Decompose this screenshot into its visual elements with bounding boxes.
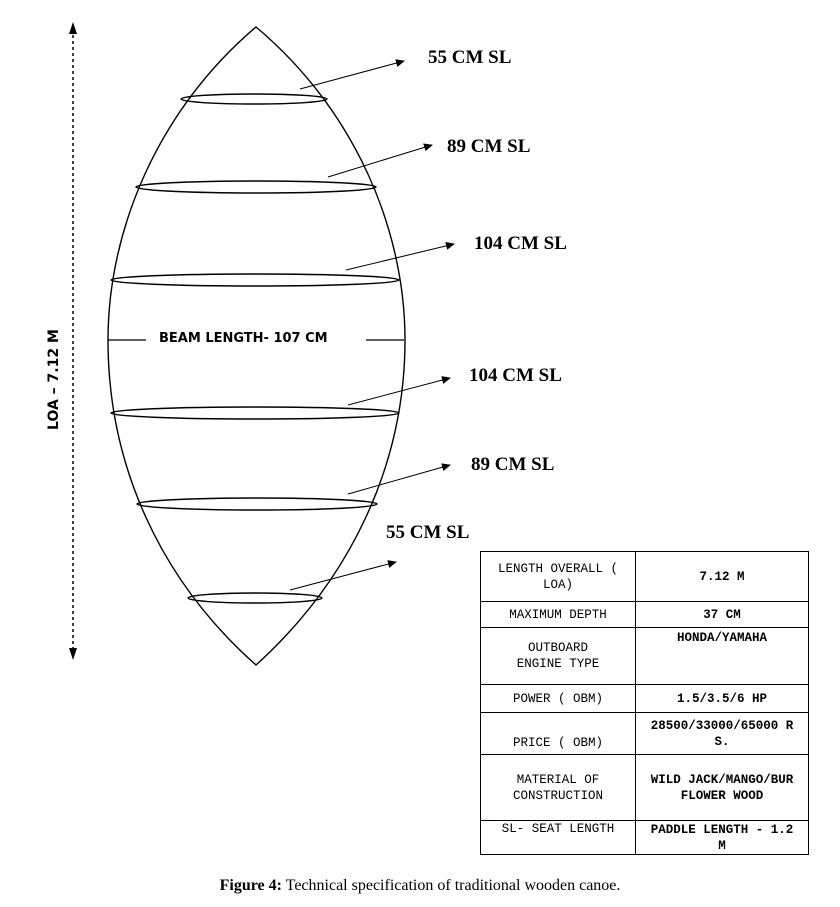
- table-row: [481, 552, 809, 602]
- spec-key: SL- SEAT LENGTH: [481, 821, 636, 855]
- table-row: [481, 755, 809, 821]
- spec-table: [480, 551, 809, 855]
- seat-4: [111, 365, 562, 419]
- seat-3: [111, 233, 567, 286]
- figure-number: Figure 4:: [219, 877, 282, 894]
- beam-length-label: BEAM LENGTH- 107 CM: [159, 331, 328, 346]
- loa-label: LOA – 7.12 M: [46, 329, 62, 430]
- seat-2-label: 89 CM SL: [447, 136, 531, 157]
- seat-6: [188, 522, 469, 603]
- seat-1: [181, 47, 511, 104]
- spec-value: 1.5/3.5/6 HP: [636, 685, 809, 713]
- spec-key: PRICE ( OBM): [481, 713, 636, 755]
- spec-key: OUTBOARD ENGINE TYPE: [481, 628, 636, 685]
- loa-arrow-top: [69, 22, 77, 34]
- spec-value: PADDLE LENGTH - 1.2 M: [636, 821, 809, 855]
- loa-arrow-bottom: [69, 648, 77, 660]
- seat-5: [137, 454, 554, 510]
- spec-value: 37 CM: [636, 602, 809, 628]
- table-row: [481, 628, 809, 685]
- spec-key: MAXIMUM DEPTH: [481, 602, 636, 628]
- seat-5-label: 89 CM SL: [471, 454, 555, 475]
- table-row: [481, 602, 809, 628]
- spec-key: POWER ( OBM): [481, 685, 636, 713]
- canoe-hull-outline: [108, 27, 405, 665]
- spec-key: MATERIAL OF CONSTRUCTION: [481, 755, 636, 821]
- spec-value: WILD JACK/MANGO/BUR FLOWER WOOD: [636, 755, 809, 821]
- spec-value: 7.12 M: [636, 552, 809, 602]
- spec-value: HONDA/YAMAHA: [636, 628, 809, 685]
- seat-1-label: 55 CM SL: [428, 47, 512, 68]
- seat-4-label: 104 CM SL: [469, 365, 562, 386]
- table-row: [481, 685, 809, 713]
- seat-2: [136, 136, 530, 193]
- seat-3-label: 104 CM SL: [474, 233, 567, 254]
- table-row: [481, 821, 809, 855]
- table-row: [481, 713, 809, 755]
- figure-caption: [0, 877, 840, 895]
- spec-key: LENGTH OVERALL ( LOA): [481, 552, 636, 602]
- spec-value: 28500/33000/65000 RS.: [636, 713, 809, 755]
- caption-text: Technical specification of traditional wooden canoe.: [281, 877, 621, 894]
- seat-6-label: 55 CM SL: [386, 522, 470, 543]
